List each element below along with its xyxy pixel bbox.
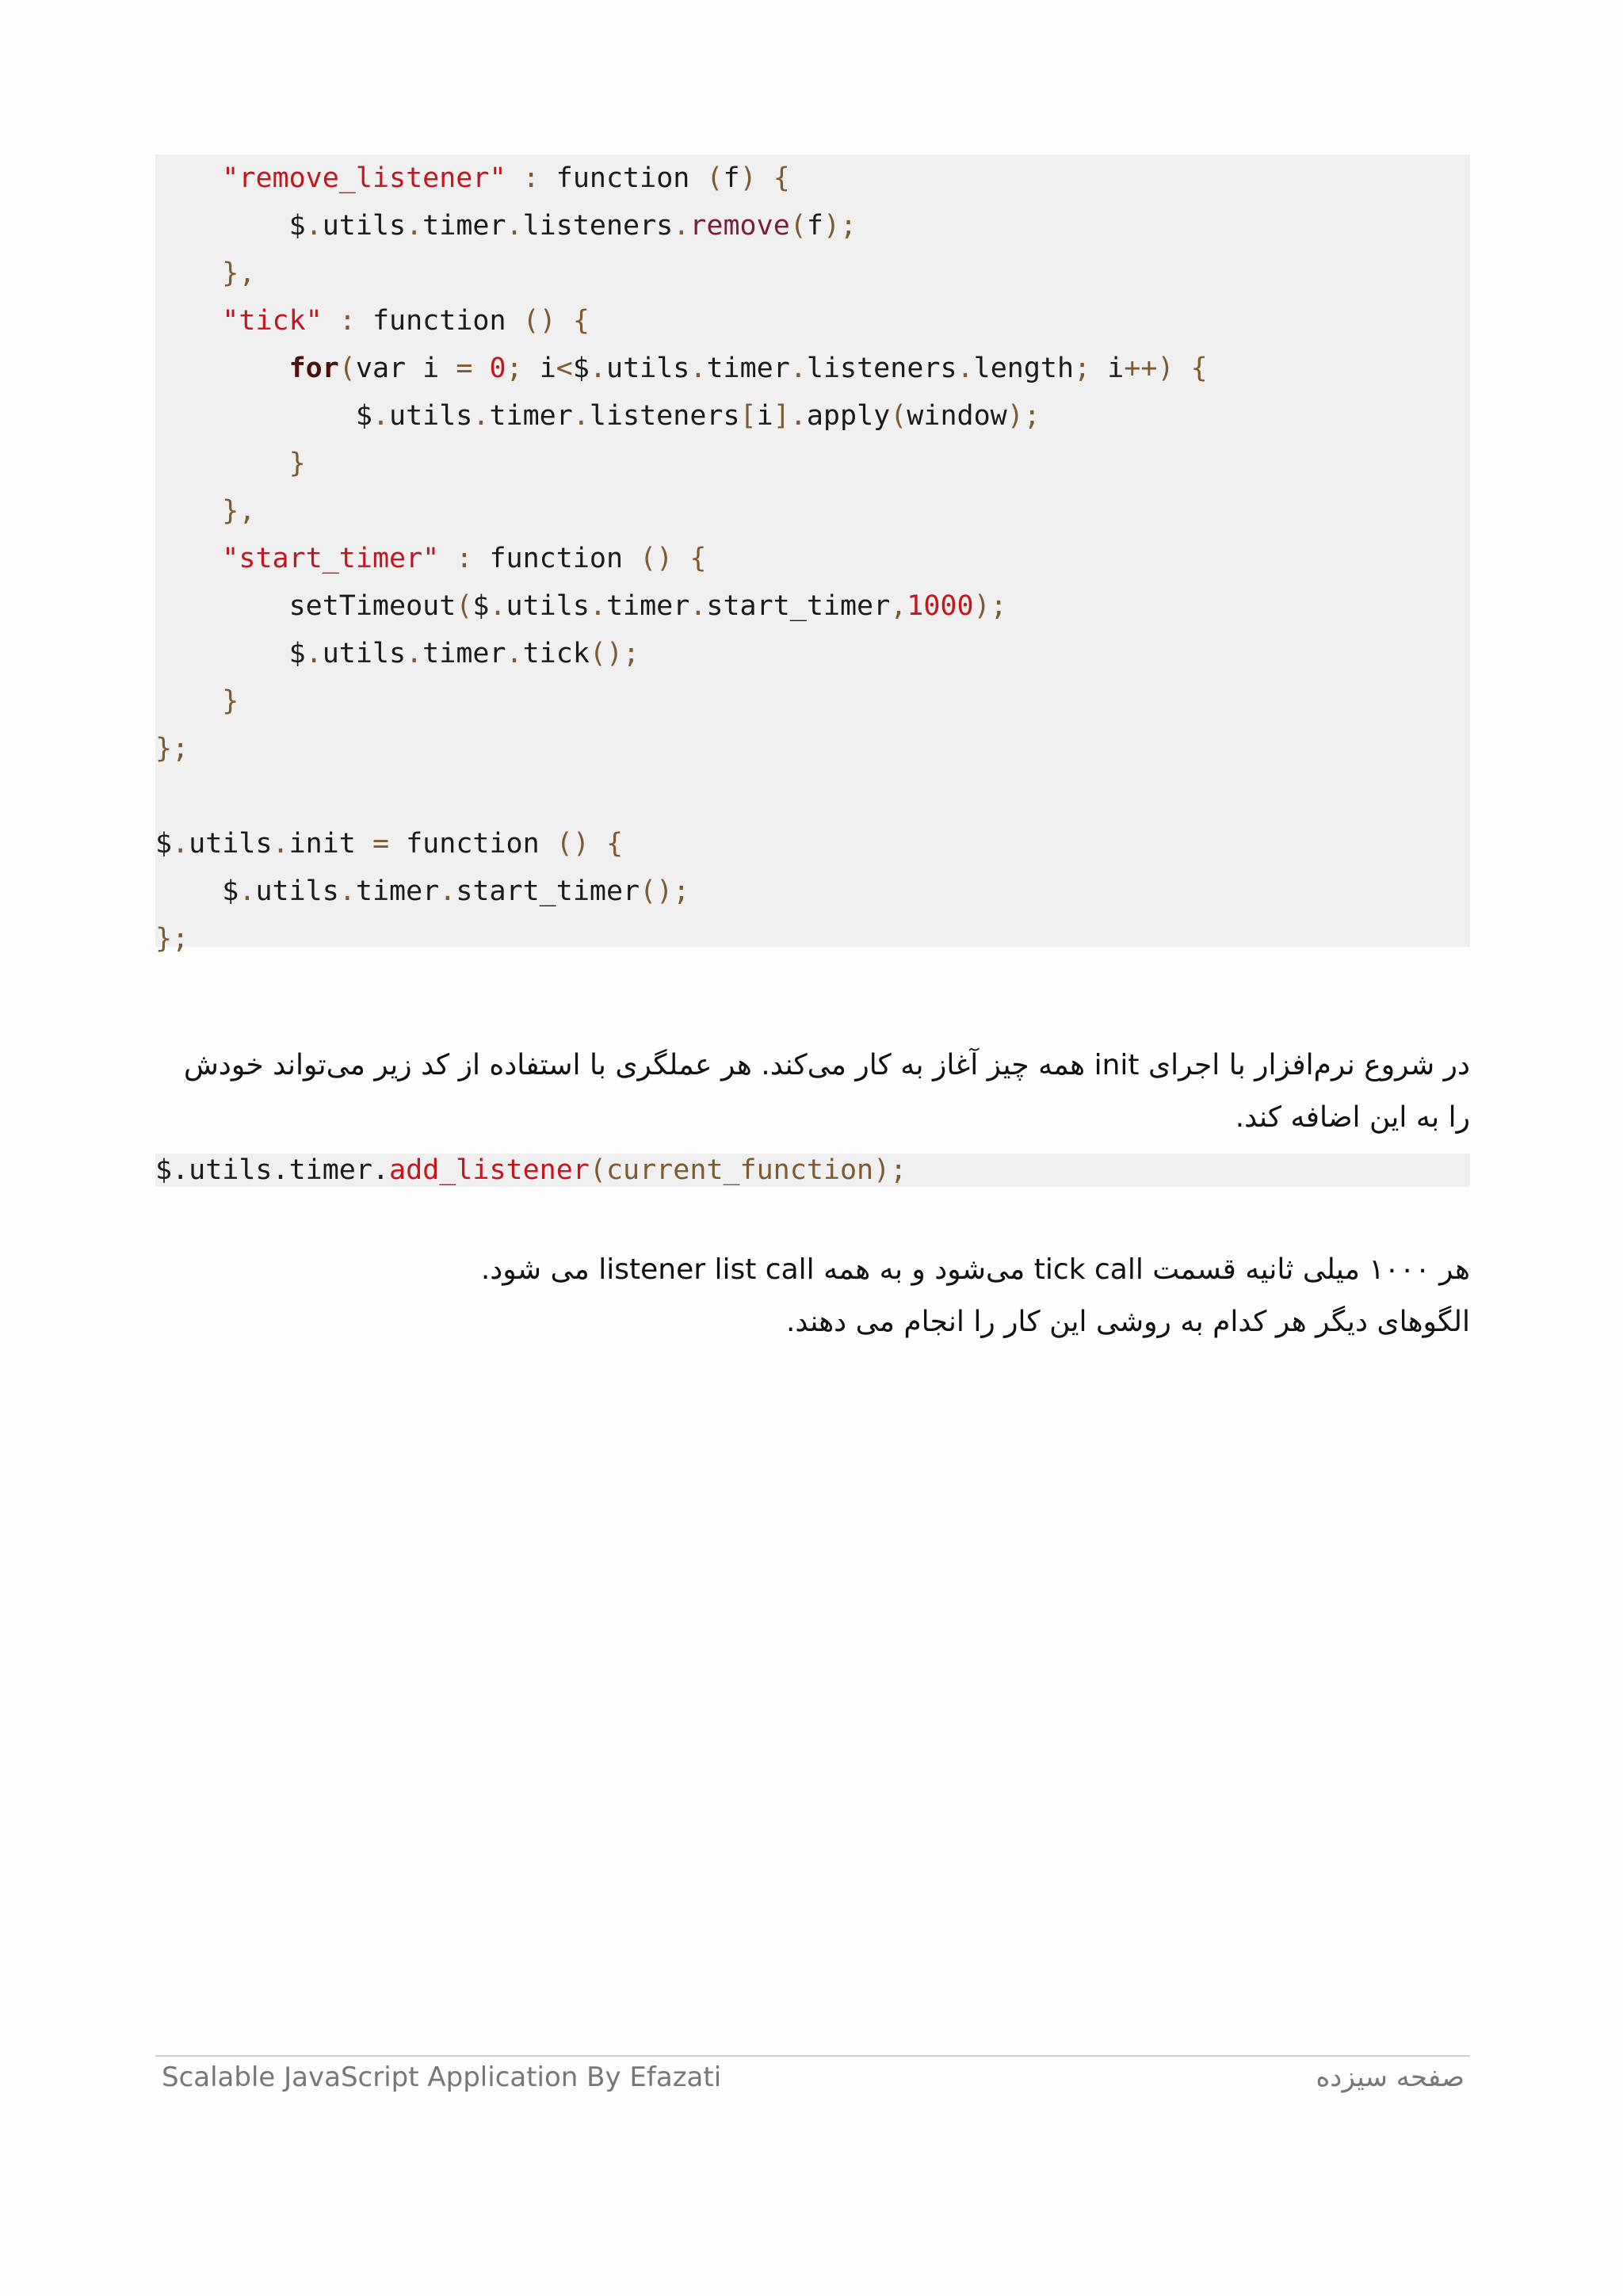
code-line: }; — [155, 733, 189, 765]
inline-code-block — [155, 1154, 1470, 1187]
code-block — [155, 154, 1470, 955]
code-line: "remove_listener" : function (f) { — [222, 162, 790, 194]
paragraph-intro: در شروع نرم‌افزار با اجرای init همه چیز آغاز به کار می‌کند. هر عملگری با استفاده از کد زیر می‌تواند خودش را به این اضافه کند. — [183, 1049, 1470, 1134]
code-line: $.utils.timer.listeners[i].apply(window); — [155, 400, 1041, 432]
code-line: }, — [222, 495, 256, 527]
code-line: for(var i = 0; i<$.utils.timer.listeners.length; i++) { — [288, 353, 1208, 384]
code-line: setTimeout($.utils.timer.start_timer,1000); — [155, 590, 1007, 622]
footer-title: Scalable JavaScript Application By Efazati — [162, 2061, 722, 2093]
code-line: $.utils.init = function () { — [155, 828, 624, 860]
paragraph-line-1: هر ۱۰۰۰ میلی ثانیه قسمت tick call می‌شود و به همه listener list call می شود. — [480, 1253, 1470, 1286]
code-line: }, — [222, 257, 256, 289]
code-line: $.utils.timer.start_timer(); — [155, 875, 690, 907]
paragraph-line-2: الگوهای دیگر هر کدام به روشی این کار را انجام می دهند. — [785, 1306, 1470, 1338]
code-line: } — [222, 685, 239, 717]
code-line: "tick" : function () { — [222, 305, 590, 337]
code-line: $.utils.timer.tick(); — [155, 638, 640, 669]
footer-divider — [155, 2055, 1470, 2057]
code-line: $.utils.timer.add_listener(current_function); — [155, 1154, 907, 1186]
footer-page-number: صفحه سیزده — [1316, 2061, 1465, 2093]
code-line: } — [288, 448, 306, 479]
code-line: $.utils.timer.listeners.remove(f); — [155, 210, 857, 242]
code-line: }; — [155, 923, 189, 955]
code-line: "start_timer" : function () { — [222, 543, 707, 574]
